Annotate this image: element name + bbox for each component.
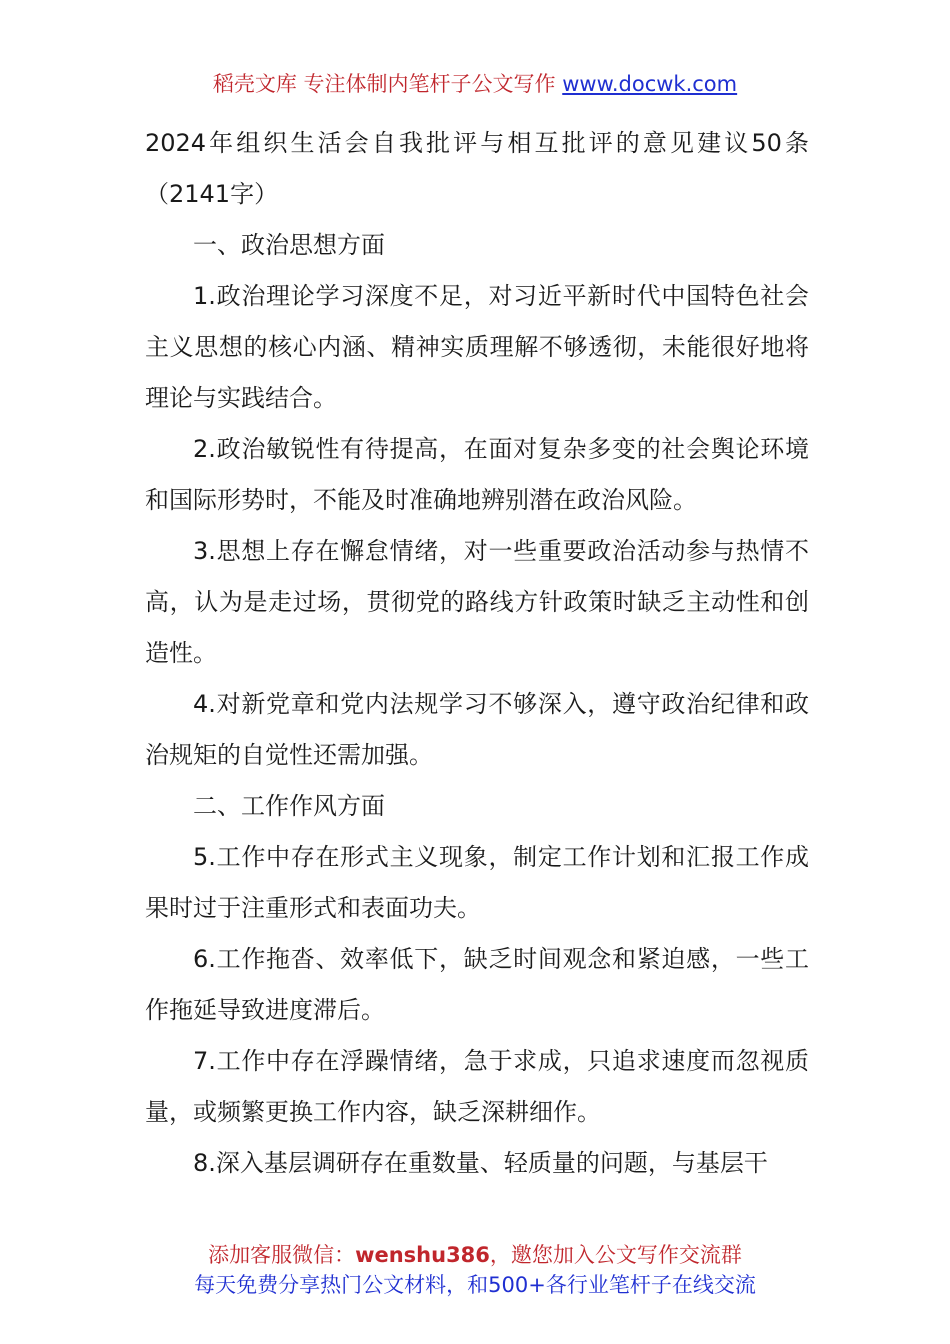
- site-link[interactable]: www.docwk.com: [562, 72, 738, 96]
- paragraph-item-2: 2.政治敏锐性有待提高，在面对复杂多变的社会舆论环境和国际形势时，不能及时准确地辨别潜在政治风险。: [145, 435, 809, 514]
- paragraph-item-5: 5.工作中存在形式主义现象，制定工作计划和汇报工作成果时过于注重形式和表面功夫。: [145, 843, 809, 922]
- section-heading-politics: 一、政治思想方面: [193, 231, 385, 259]
- footer-contact-line: [0, 1240, 950, 1270]
- paragraph-item-4: 4.对新党章和党内法规学习不够深入，遵守政治纪律和政治规矩的自觉性还需加强。: [145, 690, 809, 769]
- paragraph-item-1: 1.政治理论学习深度不足，对习近平新时代中国特色社会主义思想的核心内涵、精神实质理解不够透彻，未能很好地将理论与实践结合。: [145, 282, 809, 412]
- wechat-id: wenshu386: [355, 1243, 490, 1267]
- header-banner: [0, 68, 950, 100]
- document-body: [145, 118, 809, 1189]
- footer-share-line: 每天免费分享热门公文材料，和500+各行业笔杆子在线交流: [194, 1273, 756, 1297]
- paragraph-item-6: 6.工作拖沓、效率低下，缺乏时间观念和紧迫感，一些工作拖延导致进度滞后。: [145, 945, 809, 1024]
- footer-banner: [0, 1240, 950, 1300]
- paragraph-item-8: 8.深入基层调研存在重数量、轻质量的问题，与基层干: [193, 1149, 768, 1177]
- footer-contact-suffix: ，邀您加入公文写作交流群: [489, 1243, 742, 1267]
- paragraph-item-7: 7.工作中存在浮躁情绪，急于求成，只追求速度而忽视质量，或频繁更换工作内容，缺乏深耕细作。: [145, 1047, 809, 1126]
- section-heading-work-style: 二、工作作风方面: [193, 792, 385, 820]
- document-title: 2024年组织生活会自我批评与相互批评的意见建议50条（2141字）: [145, 129, 809, 208]
- brand-text: 稻壳文库 专注体制内笔杆子公文写作: [212, 72, 556, 96]
- footer-contact-prefix: 添加客服微信：: [208, 1243, 356, 1267]
- paragraph-item-3: 3.思想上存在懈怠情绪，对一些重要政治活动参与热情不高，认为是走过场，贯彻党的路线方针政策时缺乏主动性和创造性。: [145, 537, 809, 667]
